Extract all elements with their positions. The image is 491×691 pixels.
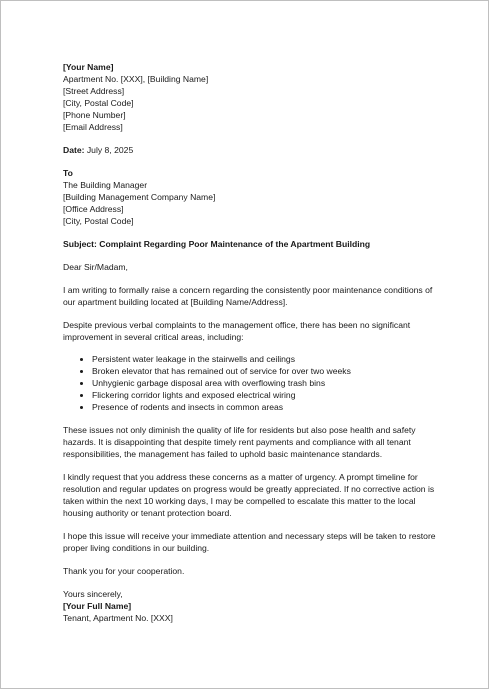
sender-line: [Street Address] xyxy=(63,86,125,96)
valediction: Yours sincerely, xyxy=(63,589,123,599)
sender-name: [Your Name] xyxy=(63,62,114,72)
date-value: July 8, 2025 xyxy=(84,145,134,155)
subject-line: Subject: Complaint Regarding Poor Maintenance of the Apartment Building xyxy=(63,239,371,249)
list-item: • Persistent water leakage in the stairwells and ceilings xyxy=(92,353,438,365)
paragraph-thanks: Thank you for your cooperation. xyxy=(63,566,185,576)
recipient-heading: To xyxy=(63,168,73,178)
paragraph-impact: These issues not only diminish the quality of life for residents but also pose health and safety hazards. It is disappointing that despite timely rent payments and compliance with all tenant responsibilities, the management has failed to uphold basic maintenance standards. xyxy=(63,425,416,459)
signer-detail: Tenant, Apartment No. [XXX] xyxy=(63,613,173,623)
paragraph-background: Despite previous verbal complaints to the management office, there has been no significant improvement in several critical areas, including: xyxy=(63,320,411,342)
date-label: Date: xyxy=(63,145,85,155)
recipient-line: [Building Management Company Name] xyxy=(63,192,216,202)
recipient-line: The Building Manager xyxy=(63,180,148,190)
recipient-line: [Office Address] xyxy=(63,204,124,214)
list-item: • Flickering corridor lights and exposed electrical wiring xyxy=(92,389,438,401)
signer-name: [Your Full Name] xyxy=(63,601,132,611)
sender-line: [Email Address] xyxy=(63,122,123,132)
sender-line: Apartment No. [XXX], [Building Name] xyxy=(63,74,209,84)
paragraph-intro: I am writing to formally raise a concern regarding the consistently poor maintenance conditions of our apartment building located at [Building Name/Address]. xyxy=(63,285,433,307)
issues-list xyxy=(63,353,438,413)
list-item: • Broken elevator that has remained out of service for over two weeks xyxy=(92,365,438,377)
recipient-line: [City, Postal Code] xyxy=(63,216,134,226)
sender-line: [City, Postal Code] xyxy=(63,98,134,108)
list-item: • Presence of rodents and insects in common areas xyxy=(92,401,438,413)
list-item: • Unhygienic garbage disposal area with overflowing trash bins xyxy=(92,377,438,389)
sender-line: [Phone Number] xyxy=(63,110,126,120)
salutation: Dear Sir/Madam, xyxy=(63,262,128,272)
letter-body xyxy=(63,61,438,624)
date-line xyxy=(63,144,438,156)
paragraph-request: I kindly request that you address these concerns as a matter of urgency. A prompt timeline for resolution and regular updates on progress would be greatly appreciated. If no corrective action is taken within the next 10 working days, I may be compelled to escalate this matter to the local housing authority or tenant protection board. xyxy=(63,472,435,518)
paragraph-hope: I hope this issue will receive your immediate attention and necessary steps will be taken to restore proper living conditions in our building. xyxy=(63,531,436,553)
